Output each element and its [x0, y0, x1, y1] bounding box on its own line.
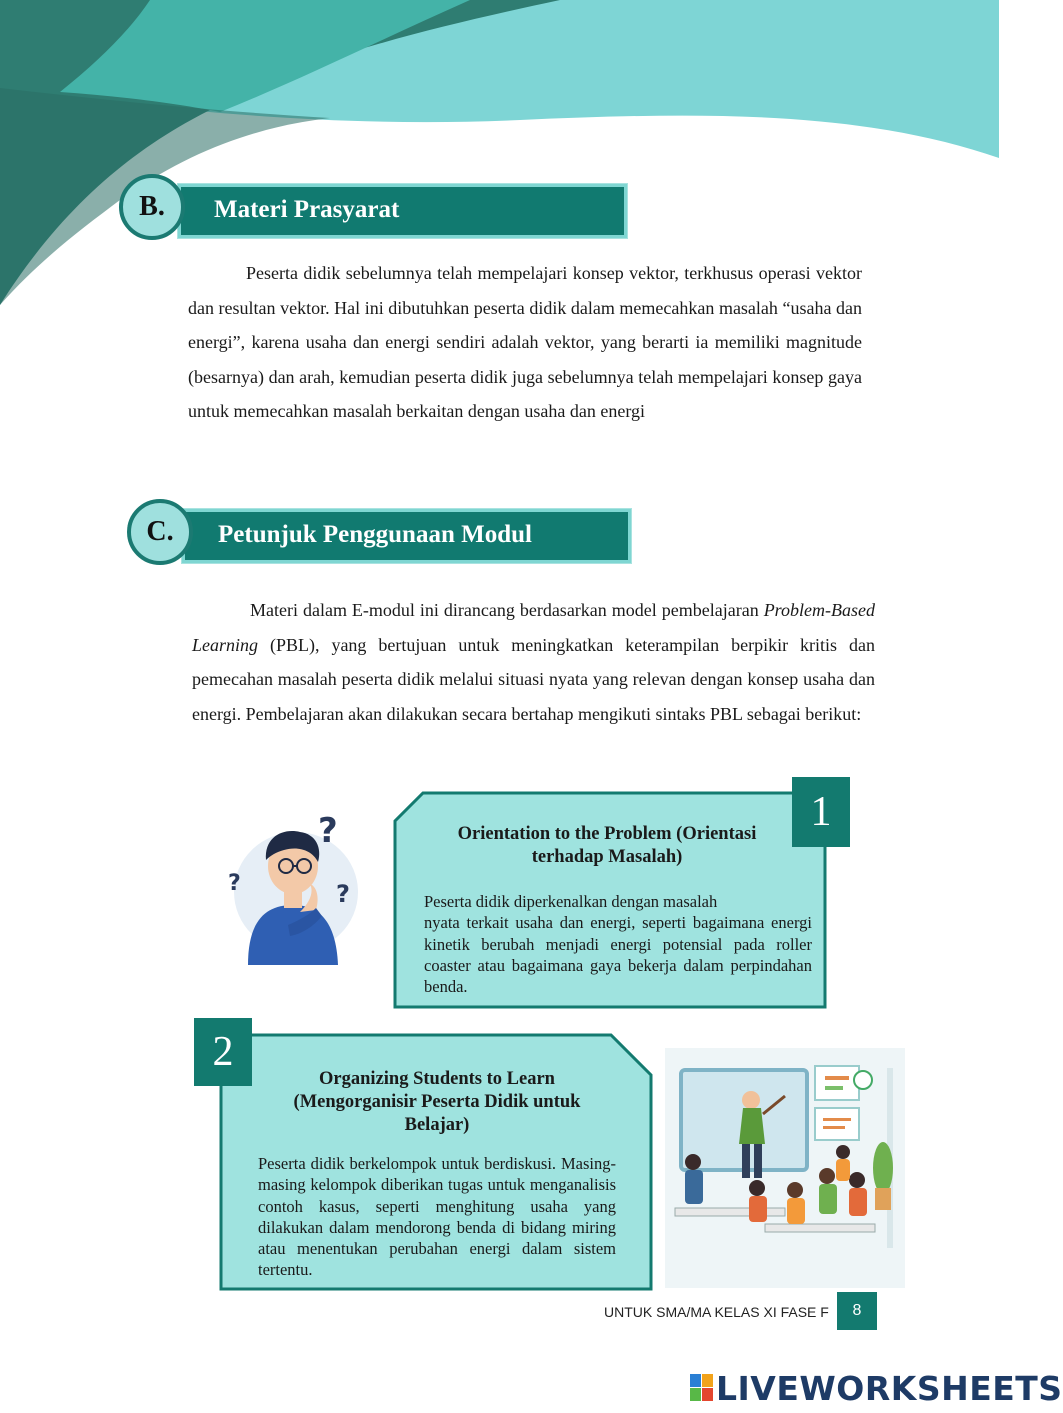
page-number: 8: [852, 1302, 862, 1319]
section-c-paragraph-start: Materi dalam E-modul ini dirancang berdasarkan model pembelajaran: [250, 600, 759, 620]
step-1-card: [424, 823, 812, 997]
thinking-student-illustration: [218, 800, 368, 970]
section-c-letter: C.: [146, 516, 174, 547]
step-1-number-badge: [792, 777, 850, 847]
svg-text:?: ?: [336, 880, 350, 908]
liveworksheets-logo-icon: [690, 1374, 714, 1402]
section-c-letter-badge: [127, 499, 193, 565]
section-c-paragraph-rest: (PBL), yang bertujuan untuk meningkatkan keterampilan berpikir kritis dan pemecahan masalah peserta didik melalui situasi nyata yang relevan dengan konsep usaha dan energi. Pembelajaran akan dilakukan secara bertahap mengikuti sintaks PBL sebagai berikut:: [192, 634, 875, 724]
section-c-title: Petunjuk Penggunaan Modul: [218, 521, 532, 548]
step-1-body-rest: nyata terkait usaha dan energi, seperti bagaimana energi kinetik berubah menjadi energi potensial pada roller coaster atau bagaimana gaya bekerja dalam perpindahan benda.: [424, 913, 812, 997]
step-2-title: Organizing Students to Learn (Mengorganisir Peserta Didik untuk Belajar): [293, 1069, 581, 1135]
section-c-paragraph-italic: Problem-Based Learning: [192, 600, 875, 655]
step-1-body-line1: Peserta didik diperkenalkan dengan masalah: [424, 892, 718, 911]
svg-text:?: ?: [318, 811, 338, 851]
step-2-card: [258, 1068, 616, 1281]
step-1-body: [424, 891, 812, 997]
section-b-paragraph: Peserta didik sebelumnya telah mempelajari konsep vektor, terkhusus operasi vektor dan resultan vektor. Hal ini dibutuhkan peserta didik dalam memecahkan masalah “usaha dan energi”, karena usaha dan energi sendiri adalah vektor, yang berarti ia memiliki magnitude (besarnya) dan arah, kemudian peserta didik juga sebelumnya telah mempelajari konsep gaya untuk memecahkan masalah berkaitan dengan usaha dan energi: [188, 263, 862, 422]
step-2-body: Peserta didik berkelompok untuk berdiskusi. Masing-masing kelompok diberikan tugas untuk menganalisis contoh kasus, seperti menghitung usaha yang dilakukan dalam mendorong benda di bidang miring atau menentukan perubahan energi dalam sistem tertentu.: [258, 1154, 616, 1280]
classroom-illustration: [665, 1048, 905, 1288]
footer-label: UNTUK SMA/MA KELAS XI FASE F: [604, 1304, 829, 1320]
watermark-text: LIVEWORKSHEETS: [716, 1369, 1063, 1408]
section-c-paragraph: [192, 593, 875, 731]
step-2-number: 2: [212, 1029, 234, 1075]
step-1-title: Orientation to the Problem (Orientasi terhadap Masalah): [457, 824, 757, 867]
step-2-number-badge: [194, 1018, 252, 1086]
section-b-title: Materi Prasyarat: [214, 196, 400, 223]
section-b-letter-badge: [119, 174, 185, 240]
svg-text:?: ?: [228, 871, 241, 896]
page-number-box: [837, 1292, 877, 1330]
section-b-letter: B.: [139, 191, 165, 222]
step-1-number: 1: [810, 789, 832, 835]
